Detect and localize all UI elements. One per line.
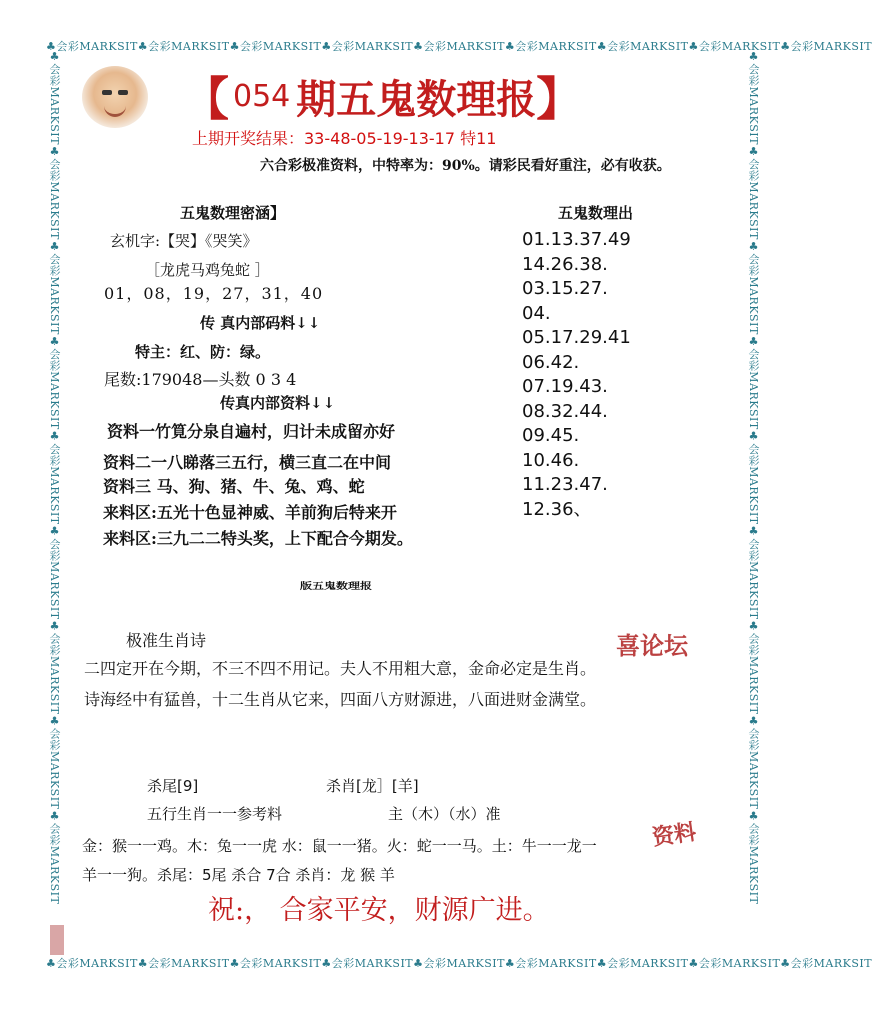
stamp-1: 喜论坛 [616, 631, 688, 660]
xuanji-line: 玄机字:【哭】《哭笑》 [110, 232, 258, 250]
poem-line-2: 诗海经中有猛兽，十二生肖从它来，四面八方财源进，八面进财金满堂。 [84, 690, 597, 709]
avatar [82, 66, 148, 128]
issue-number: 054 [233, 78, 291, 114]
last-line: 羊一一狗。杀尾：5尾 杀合 7合 杀肖：龙 猴 羊 [82, 866, 395, 884]
list-item: 12.36、 [522, 498, 592, 520]
list-item: 08.32.44. [522, 400, 608, 422]
come-line-1: 来料区:五光十色显神威、羊前狗后特来开 [103, 503, 397, 522]
come-line-2: 来料区:三九二二特头奖，上下配合今期发。 [103, 529, 413, 548]
title-bracket-left: 【 [183, 72, 229, 126]
right-heading: 五鬼数理出 [558, 204, 634, 222]
intro-text: 六合彩极准资料，中特率为：90%。请彩民看好重注，必有收获。 [260, 158, 671, 174]
left-heading: 五鬼数理密涵】 [180, 204, 286, 222]
avatar-mouth [104, 106, 126, 117]
middle-caption: 版五鬼数理报 [300, 580, 373, 591]
wuxing-line: 金：猴一一鸡。木：兔一一虎 水：鼠一一猪。火：蛇一一马。土：牛一一龙一 [82, 837, 597, 855]
special-line: 特主：红、防：绿。 [135, 343, 271, 361]
corner-mark [50, 925, 64, 955]
page-title [183, 68, 582, 124]
list-item: 04. [522, 302, 551, 324]
list-item: 14.26.38. [522, 253, 608, 275]
poem-title: 极准生肖诗 [126, 631, 207, 650]
numbers-line: 01，08，19，27，31，40 [104, 284, 324, 303]
tail-line: 尾数:179048—头数 0 3 4 [104, 370, 297, 389]
avatar-eye [102, 90, 112, 95]
list-item: 06.42. [522, 351, 580, 373]
list-item: 07.19.43. [522, 376, 608, 397]
poem-line-1: 二四定开在今期，不三不四不用记。夫人不用粗大意，金命必定是生肖。 [84, 659, 597, 678]
fax-heading-2: 传真内部资料↓↓ [220, 394, 336, 412]
list-item: 03.15.27. [522, 278, 608, 299]
border-right: ♣会彩MARKSIT♣会彩MARKSIT♣会彩MARKSIT♣会彩MARKSIT♣会彩MARKSIT♣会彩MARKSIT♣会彩MARKSIT♣会彩MARKSIT♣会彩MARKSIT [747, 50, 760, 905]
number-list [522, 228, 631, 522]
border-left: ♣会彩MARKSIT♣会彩MARKSIT♣会彩MARKSIT♣会彩MARKSIT♣会彩MARKSIT♣会彩MARKSIT♣会彩MARKSIT♣会彩MARKSIT♣会彩MARKSIT [48, 50, 61, 905]
info-line-3: 资料三 马、狗、猪、牛、兔、鸡、蛇 [103, 477, 365, 496]
list-item: 10.46. [522, 449, 580, 471]
wish-line: 祝:， 合家平安，财源广进。 [208, 895, 550, 926]
border-top: ♣会彩MARKSIT♣会彩MARKSIT♣会彩MARKSIT♣会彩MARKSIT♣会彩MARKSIT♣会彩MARKSIT♣会彩MARKSIT♣会彩MARKSIT♣会彩MARKSIT [46, 40, 872, 53]
list-item: 09.45. [522, 425, 580, 446]
last-result: 上期开奖结果：33-48-05-19-13-17 特11 [192, 129, 497, 148]
kill-tail: 杀尾[9] [147, 777, 199, 795]
info-line-1: 资料一竹筧分泉自遍村，归计未成留亦好 [107, 422, 396, 441]
fax-heading-1: 传 真内部码料↓↓ [200, 314, 321, 332]
wuxing-main: 主（木）（水）准 [388, 805, 501, 823]
stamp-2: 资料 [650, 819, 698, 851]
list-item: 05.17.29.41 [522, 327, 631, 348]
list-item: 01.13.37.49 [522, 229, 631, 250]
info-line-2: 资料二一八睇落三五行，横三直二在中间 [103, 453, 392, 472]
zodiac-line: ［龙虎马鸡兔蛇 ］ [145, 261, 270, 279]
kill-zodiac: 杀肖[龙］[羊] [326, 777, 419, 795]
border-bottom: ♣会彩MARKSIT♣会彩MARKSIT♣会彩MARKSIT♣会彩MARKSIT♣会彩MARKSIT♣会彩MARKSIT♣会彩MARKSIT♣会彩MARKSIT♣会彩MARKSIT [46, 957, 872, 970]
wuxing-ref: 五行生肖一一参考料 [147, 805, 283, 823]
title-text: 期五鬼数理报 [296, 75, 537, 123]
list-item: 11.23.47. [522, 474, 608, 495]
avatar-eye [118, 90, 128, 95]
title-bracket-right: 】 [536, 72, 583, 126]
